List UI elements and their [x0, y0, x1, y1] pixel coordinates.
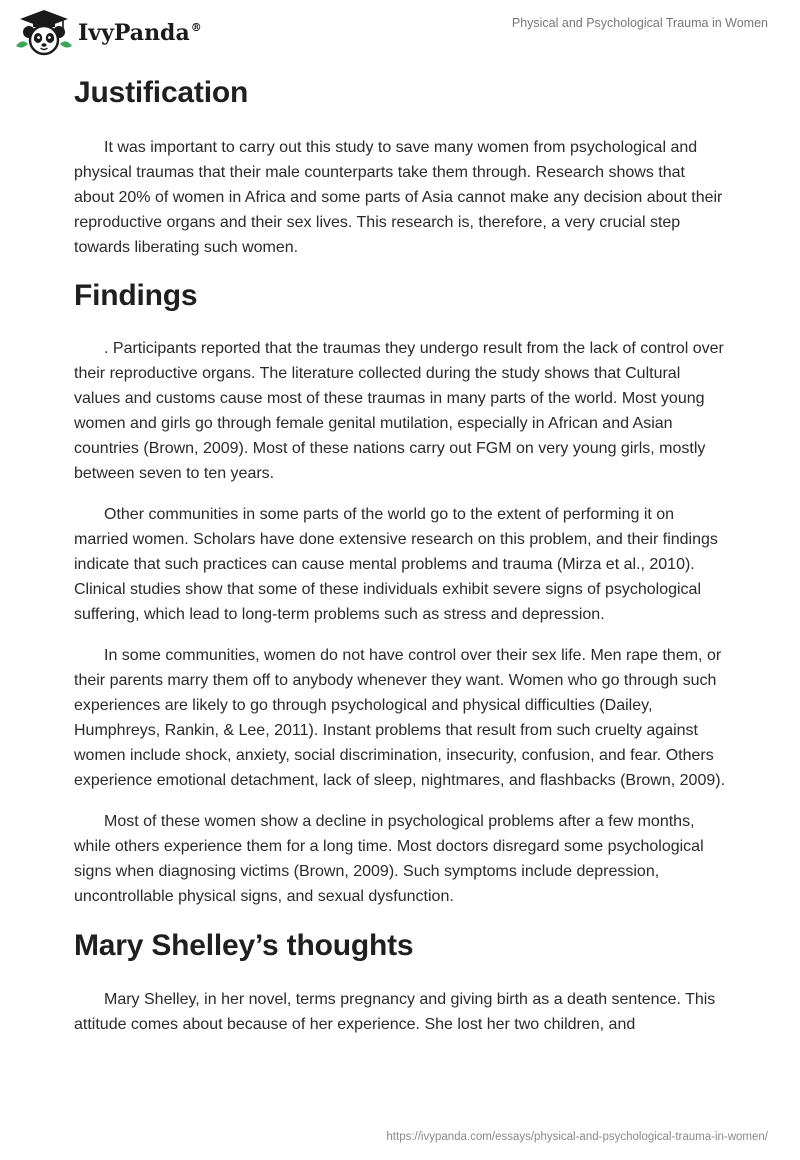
- panda-graduate-icon: [14, 8, 74, 56]
- paragraph: Most of these women show a decline in psychological problems after a few months, while others experience them for a long time. Most doctors disregard some psychological signs when diagnosing victims (Brown, 2009). Such symptoms include depression, uncontrollable physical signs, and sexual dysfunction.: [74, 813, 704, 905]
- paragraph: . Participants reported that the traumas they undergo result from the lack of control over their reproductive organs. The literature collected during the study shows that Cultural values and customs cause most of these traumas in many parts of the world. Most young women and girls go through female genital mutilation, especially in African and Asian countries (Brown, 2009). Most of these nations carry out FGM on very young girls, mostly between seven to ten years.: [74, 340, 724, 482]
- essay-content: [74, 70, 726, 1037]
- brand-logo[interactable]: [14, 8, 202, 56]
- paragraph: In some communities, women do not have control over their sex life. Men rape them, or their parents marry them off to anybody whenever they want. Women who go through such experiences are likely to go through psychological and physical difficulties (Dailey, Humphreys, Rankin, & Lee, 2011). Instant problems that result from such cruelty against women include shock, anxiety, social discrimination, insecurity, confusion, and fear. Others experience emotional detachment, lack of sleep, nightmares, and flashbacks (Brown, 2009).: [74, 647, 726, 789]
- paragraph: Mary Shelley, in her novel, terms pregnancy and giving birth as a death sentence. This attitude comes about because of her experience. She lost her two children, and: [74, 991, 716, 1033]
- brand-name: IvyPanda®: [78, 20, 202, 46]
- section-heading-findings: Findings: [74, 279, 198, 312]
- source-url[interactable]: https://ivypanda.com/essays/physical-and-psychological-trauma-in-women/: [386, 1131, 768, 1143]
- section-heading-justification: Justification: [74, 76, 249, 109]
- paragraph: It was important to carry out this study to save many women from psychological and physical traumas that their male counterparts take them through. Research shows that about 20% of women in Africa and some parts of Asia cannot make any decision about their reproductive organs and their sex lives. This research is, therefore, a very crucial step towards liberating such women.: [74, 139, 723, 256]
- page-header: [0, 0, 800, 70]
- section-heading-mary-shelley: Mary Shelley’s thoughts: [74, 929, 414, 962]
- document-title: Physical and Psychological Trauma in Women: [511, 16, 768, 30]
- paragraph: Other communities in some parts of the world go to the extent of performing it on married women. Scholars have done extensive research on this problem, and their findings indicate that such practices can cause mental problems and trauma (Mirza et al., 2010). Clinical studies show that some of these individuals exhibit severe signs of psychological suffering, which lead to long-term problems such as stress and depression.: [74, 506, 718, 623]
